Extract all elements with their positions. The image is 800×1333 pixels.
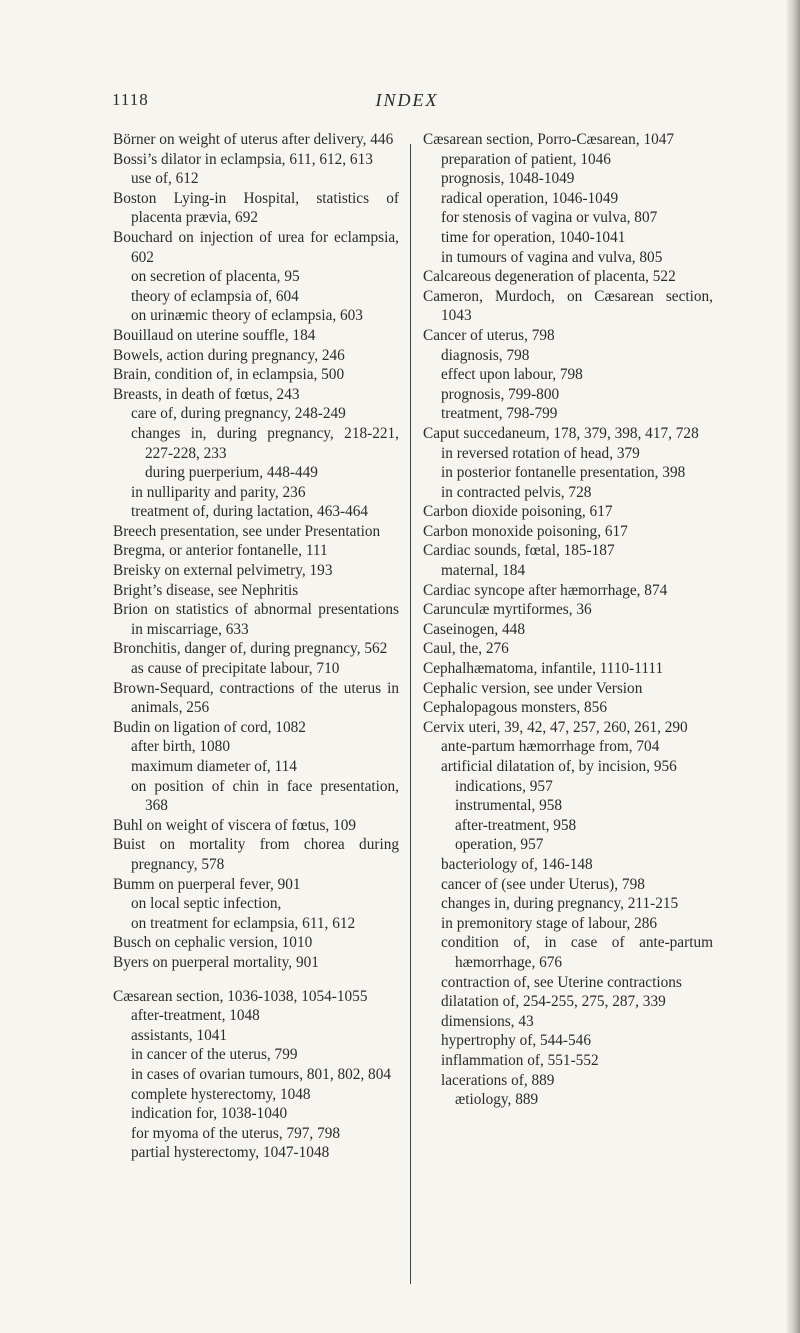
index-entry: Cancer of uterus, 798 xyxy=(423,326,555,344)
index-entry: Carbon dioxide poisoning, 617 xyxy=(423,503,613,521)
index-entry: treatment of, during lactation, 463-464 xyxy=(131,503,369,521)
index-entry: complete hysterectomy, 1048 xyxy=(131,1085,311,1103)
index-entry: radical operation, 1046-1049 xyxy=(441,189,619,207)
index-entry: Bright’s disease, see Nephritis xyxy=(113,581,299,599)
index-entry: for stenosis of vagina or vulva, 807 xyxy=(441,209,658,227)
index-entry: Cephalopagous monsters, 856 xyxy=(423,699,607,717)
index-entry: in cases of ovarian tumours, 801, 802, 804 xyxy=(131,1065,392,1083)
index-entry: preparation of patient, 1046 xyxy=(441,150,611,168)
index-entry: Bowels, action during pregnancy, 246 xyxy=(113,346,345,364)
index-entry: as cause of precipitate labour, 710 xyxy=(131,660,340,678)
index-entry: Cardiac sounds, fœtal, 185-187 xyxy=(423,542,615,560)
index-entry: inflammation of, 551-552 xyxy=(441,1051,599,1069)
index-entry: after birth, 1080 xyxy=(131,738,230,756)
index-entry: Carbon monoxide poisoning, 617 xyxy=(423,522,628,540)
index-entry: bacteriology of, 146-148 xyxy=(441,855,593,873)
index-entry: use of, 612 xyxy=(131,170,199,188)
index-entry: effect upon labour, 798 xyxy=(441,366,583,384)
index-entry: on local septic infection, xyxy=(131,895,282,913)
index-entry: Busch on cephalic version, 1010 xyxy=(113,934,313,952)
index-entry: Caseinogen, 448 xyxy=(423,620,525,638)
index-entry: indications, 957 xyxy=(455,777,553,795)
running-title: INDEX xyxy=(375,90,439,110)
index-entry: contraction of, see Uterine contractions xyxy=(441,973,682,991)
index-entry: time for operation, 1040-1041 xyxy=(441,228,626,246)
index-entry: Brain, condition of, in eclampsia, 500 xyxy=(113,366,345,384)
index-entry: partial hysterectomy, 1047-1048 xyxy=(131,1144,330,1162)
index-entry: in nulliparity and parity, 236 xyxy=(131,483,306,501)
index-entry: on urinæmic theory of eclampsia, 603 xyxy=(131,307,363,325)
index-column-right xyxy=(423,130,713,1110)
page-number: 1118 xyxy=(112,90,149,109)
index-entry: ætiology, 889 xyxy=(455,1091,539,1109)
index-entry: Cervix uteri, 39, 42, 47, 257, 260, 261, 290 xyxy=(423,718,688,736)
index-entry: Bouchard on injection of urea for eclampsia, 602 xyxy=(113,228,399,266)
index-entry: hypertrophy of, 544-546 xyxy=(441,1032,591,1050)
index-entry: in premonitory stage of labour, 286 xyxy=(441,914,658,932)
index-entry: Bossi’s dilator in eclampsia, 611, 612, 613 xyxy=(113,150,373,168)
index-entry: in contracted pelvis, 728 xyxy=(441,483,592,501)
index-entry: Brown-Sequard, contractions of the uterus in animals, 256 xyxy=(113,679,399,717)
index-entry: Bumm on puerperal fever, 901 xyxy=(113,875,301,893)
index-entry: Caul, the, 276 xyxy=(423,640,509,658)
index-entry: assistants, 1041 xyxy=(131,1026,228,1044)
index-entry: maximum diameter of, 114 xyxy=(131,758,297,775)
index-entry: Cæsarean section, Porro-Cæsarean, 1047 xyxy=(423,131,675,148)
index-entry: maternal, 184 xyxy=(441,562,526,580)
index-entry: Breasts, in death of fœtus, 243 xyxy=(113,385,300,403)
column-divider xyxy=(410,144,411,1284)
index-entry: Calcareous degeneration of placenta, 522 xyxy=(423,268,676,286)
index-entry: Bouillaud on uterine souffle, 184 xyxy=(113,326,316,344)
index-entry: changes in, during pregnancy, 211-215 xyxy=(441,895,679,913)
index-entry: Cardiac syncope after hæmorrhage, 874 xyxy=(423,581,668,599)
index-entry: Boston Lying-in Hospital, statistics of placenta prævia, 692 xyxy=(113,189,399,227)
index-entry: prognosis, 799-800 xyxy=(441,385,560,403)
index-entry: Cephalic version, see under Version xyxy=(423,679,643,697)
index-entry: Budin on ligation of cord, 1082 xyxy=(113,718,306,736)
index-entry: Carunculæ myrtiformes, 36 xyxy=(423,601,592,619)
index-entry: dimensions, 43 xyxy=(441,1012,534,1030)
index-entry: on treatment for eclampsia, 611, 612 xyxy=(131,914,356,932)
index-entry: instrumental, 958 xyxy=(455,797,563,815)
index-entry: Bronchitis, danger of, during pregnancy, 562 xyxy=(113,640,388,658)
index-entry: in posterior fontanelle presentation, 398 xyxy=(441,464,686,482)
index-entry: diagnosis, 798 xyxy=(441,346,530,364)
index-entry: Byers on puerperal mortality, 901 xyxy=(113,953,319,971)
index-entry: Breech presentation, see under Presentation xyxy=(113,522,381,540)
index-entry: lacerations of, 889 xyxy=(441,1071,555,1089)
index-entry: on position of chin in face presentation, 368 xyxy=(131,777,399,815)
index-entry: after-treatment, 1048 xyxy=(131,1007,260,1025)
index-entry: after-treatment, 958 xyxy=(455,816,577,834)
index-entry: Bregma, or anterior fontanelle, 111 xyxy=(113,542,328,560)
index-entry: during puerperium, 448-449 xyxy=(145,464,318,482)
index-entry: in reversed rotation of head, 379 xyxy=(441,444,640,462)
index-column-left xyxy=(113,130,399,1163)
index-entry: artificial dilatation of, by incision, 956 xyxy=(441,758,677,775)
index-entry: Cameron, Murdoch, on Cæsarean section, 1043 xyxy=(423,287,713,325)
index-entry: Breisky on external pelvimetry, 193 xyxy=(113,562,333,580)
index-entry: Buist on mortality from chorea during pregnancy, 578 xyxy=(113,836,399,873)
index-entry: condition of, in case of ante-partum hæmorrhage, 676 xyxy=(441,934,713,971)
index-entry: on secretion of placenta, 95 xyxy=(131,268,300,286)
index-entry: Brion on statistics of abnormal presentations in miscarriage, 633 xyxy=(113,601,399,638)
index-entry: cancer of (see under Uterus), 798 xyxy=(441,875,645,893)
index-entry: Cæsarean section, 1036-1038, 1054-1055 xyxy=(113,987,368,1005)
index-entry: theory of eclampsia of, 604 xyxy=(131,287,299,305)
index-entry: Buhl on weight of viscera of fœtus, 109 xyxy=(113,816,357,834)
index-entry: for myoma of the uterus, 797, 798 xyxy=(131,1124,341,1142)
index-entry: Börner on weight of uterus after delivery, 446 xyxy=(113,131,394,148)
index-entry: Caput succedaneum, 178, 379, 398, 417, 728 xyxy=(423,424,699,442)
index-entry: indication for, 1038-1040 xyxy=(131,1105,288,1123)
index-entry: care of, during pregnancy, 248-249 xyxy=(131,405,346,423)
index-entry: in cancer of the uterus, 799 xyxy=(131,1046,298,1064)
page-edge-shadow xyxy=(786,0,800,1333)
index-entry: operation, 957 xyxy=(455,836,544,854)
index-entry: treatment, 798-799 xyxy=(441,405,558,423)
index-entry: ante-partum hæmorrhage from, 704 xyxy=(441,738,660,756)
index-entry: in tumours of vagina and vulva, 805 xyxy=(441,248,663,266)
index-entry: dilatation of, 254-255, 275, 287, 339 xyxy=(441,993,666,1011)
index-entry: Cephalhæmatoma, infantile, 1110-1111 xyxy=(423,660,664,678)
index-entry: prognosis, 1048-1049 xyxy=(441,170,575,188)
page-header xyxy=(112,90,702,114)
index-entry: changes in, during pregnancy, 218-221, 227-228, 233 xyxy=(131,424,399,462)
